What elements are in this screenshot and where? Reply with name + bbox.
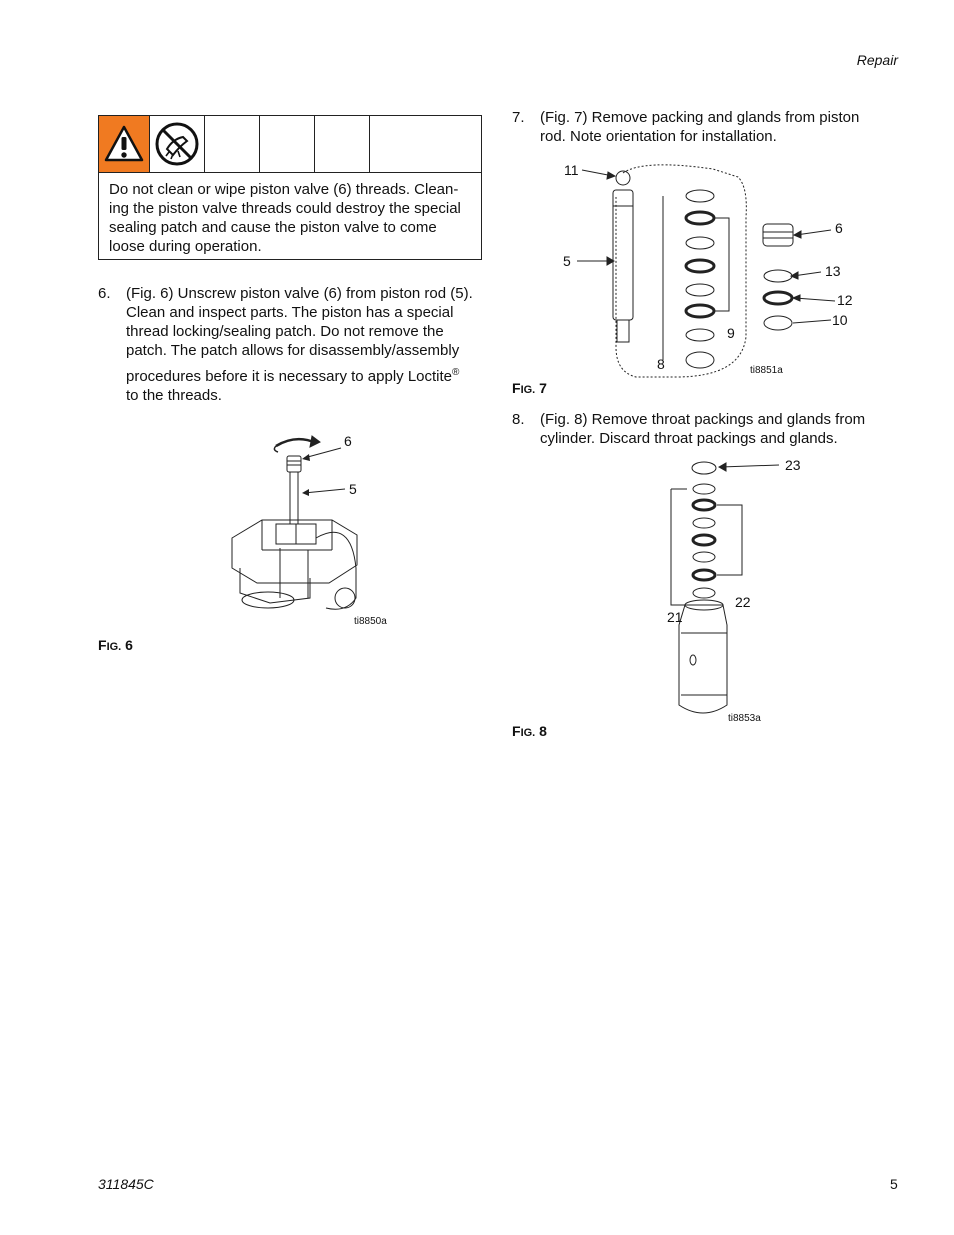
caption-ig: IG. — [520, 727, 536, 739]
fig7-label-13: 13 — [825, 263, 841, 279]
fig8-id: ti8853a — [728, 713, 761, 724]
caution-icon-cell-empty — [370, 116, 481, 172]
caution-text — [99, 173, 481, 263]
step-line: (Fig. 8) Remove throat packings and glands from — [540, 411, 866, 428]
fig8-illustration — [655, 455, 825, 727]
step-number: 8. — [512, 411, 525, 428]
fig7-label-rod: 5 — [563, 253, 571, 269]
fig6-label-rod: 5 — [349, 481, 357, 497]
fig7-label-ball: 11 — [564, 162, 579, 178]
caption-ig: IG. — [106, 641, 122, 653]
caution-icon-cell-empty — [260, 116, 315, 172]
step-line: to the threads. — [126, 387, 222, 404]
fig7-label-12: 12 — [837, 292, 853, 308]
step-line: (Fig. 7) Remove packing and glands from piston — [540, 109, 860, 126]
header-section: Repair — [856, 52, 898, 68]
caution-icon-cell-empty — [315, 116, 370, 172]
fig7-label-valve: 6 — [835, 220, 843, 236]
fig8-caption: FIG. 8 — [512, 723, 547, 739]
footer-doc-number: 311845C — [98, 1176, 154, 1192]
fig7-id: ti8851a — [750, 365, 783, 376]
fig6-caption: FIG. 6 — [98, 637, 133, 653]
fig6-id: ti8850a — [354, 616, 387, 627]
fig8-label-22: 22 — [735, 594, 751, 610]
fig7-label-9: 9 — [727, 325, 735, 341]
step-line: rod. Note orientation for installation. — [540, 128, 777, 145]
fig7-illustration — [555, 158, 865, 380]
caution-icon-cell-empty — [205, 116, 260, 172]
caution-line: loose during operation. — [109, 238, 262, 255]
footer-page-number: 5 — [890, 1176, 898, 1192]
step-8 — [512, 410, 902, 450]
fig6-label-valve: 6 — [344, 433, 352, 449]
fig7-label-8: 8 — [657, 356, 665, 372]
caption-f: F — [512, 380, 521, 396]
caption-f: F — [98, 637, 107, 653]
caution-line: Do not clean or wipe piston valve (6) threads. Clean- — [109, 181, 459, 198]
step-line: patch. The patch allows for disassembly/assembly — [126, 342, 460, 359]
warning-triangle-icon — [99, 116, 150, 172]
step-number: 7. — [512, 109, 525, 126]
step-number: 6. — [98, 285, 111, 302]
caution-box — [98, 115, 482, 260]
fig7-caption: FIG. 7 — [512, 380, 547, 396]
step-line: procedures before it is necessary to apply Loctite — [126, 368, 453, 385]
fig8-label-23: 23 — [785, 457, 801, 473]
caption-ig: IG. — [520, 384, 536, 396]
fig7-label-10: 10 — [832, 312, 848, 328]
caption-f: F — [512, 723, 521, 739]
fig8-label-21: 21 — [667, 609, 683, 625]
step-7 — [512, 108, 902, 148]
step-line: (Fig. 6) Unscrew piston valve (6) from piston rod (5). — [126, 285, 473, 302]
caution-icons-row — [99, 116, 481, 173]
no-wiping-icon — [150, 116, 205, 172]
caution-line: sealing patch and cause the piston valve to come — [109, 219, 437, 236]
step-6 — [98, 284, 488, 404]
caution-line: ing the piston valve threads could destroy the special — [109, 200, 461, 217]
step-line: cylinder. Discard throat packings and glands. — [540, 430, 838, 447]
registered-mark: ® — [452, 367, 460, 378]
step-line: Clean and inspect parts. The piston has a special — [126, 304, 454, 321]
fig6-illustration — [220, 428, 420, 633]
step-line: thread locking/sealing patch. Do not remove the — [126, 323, 444, 340]
